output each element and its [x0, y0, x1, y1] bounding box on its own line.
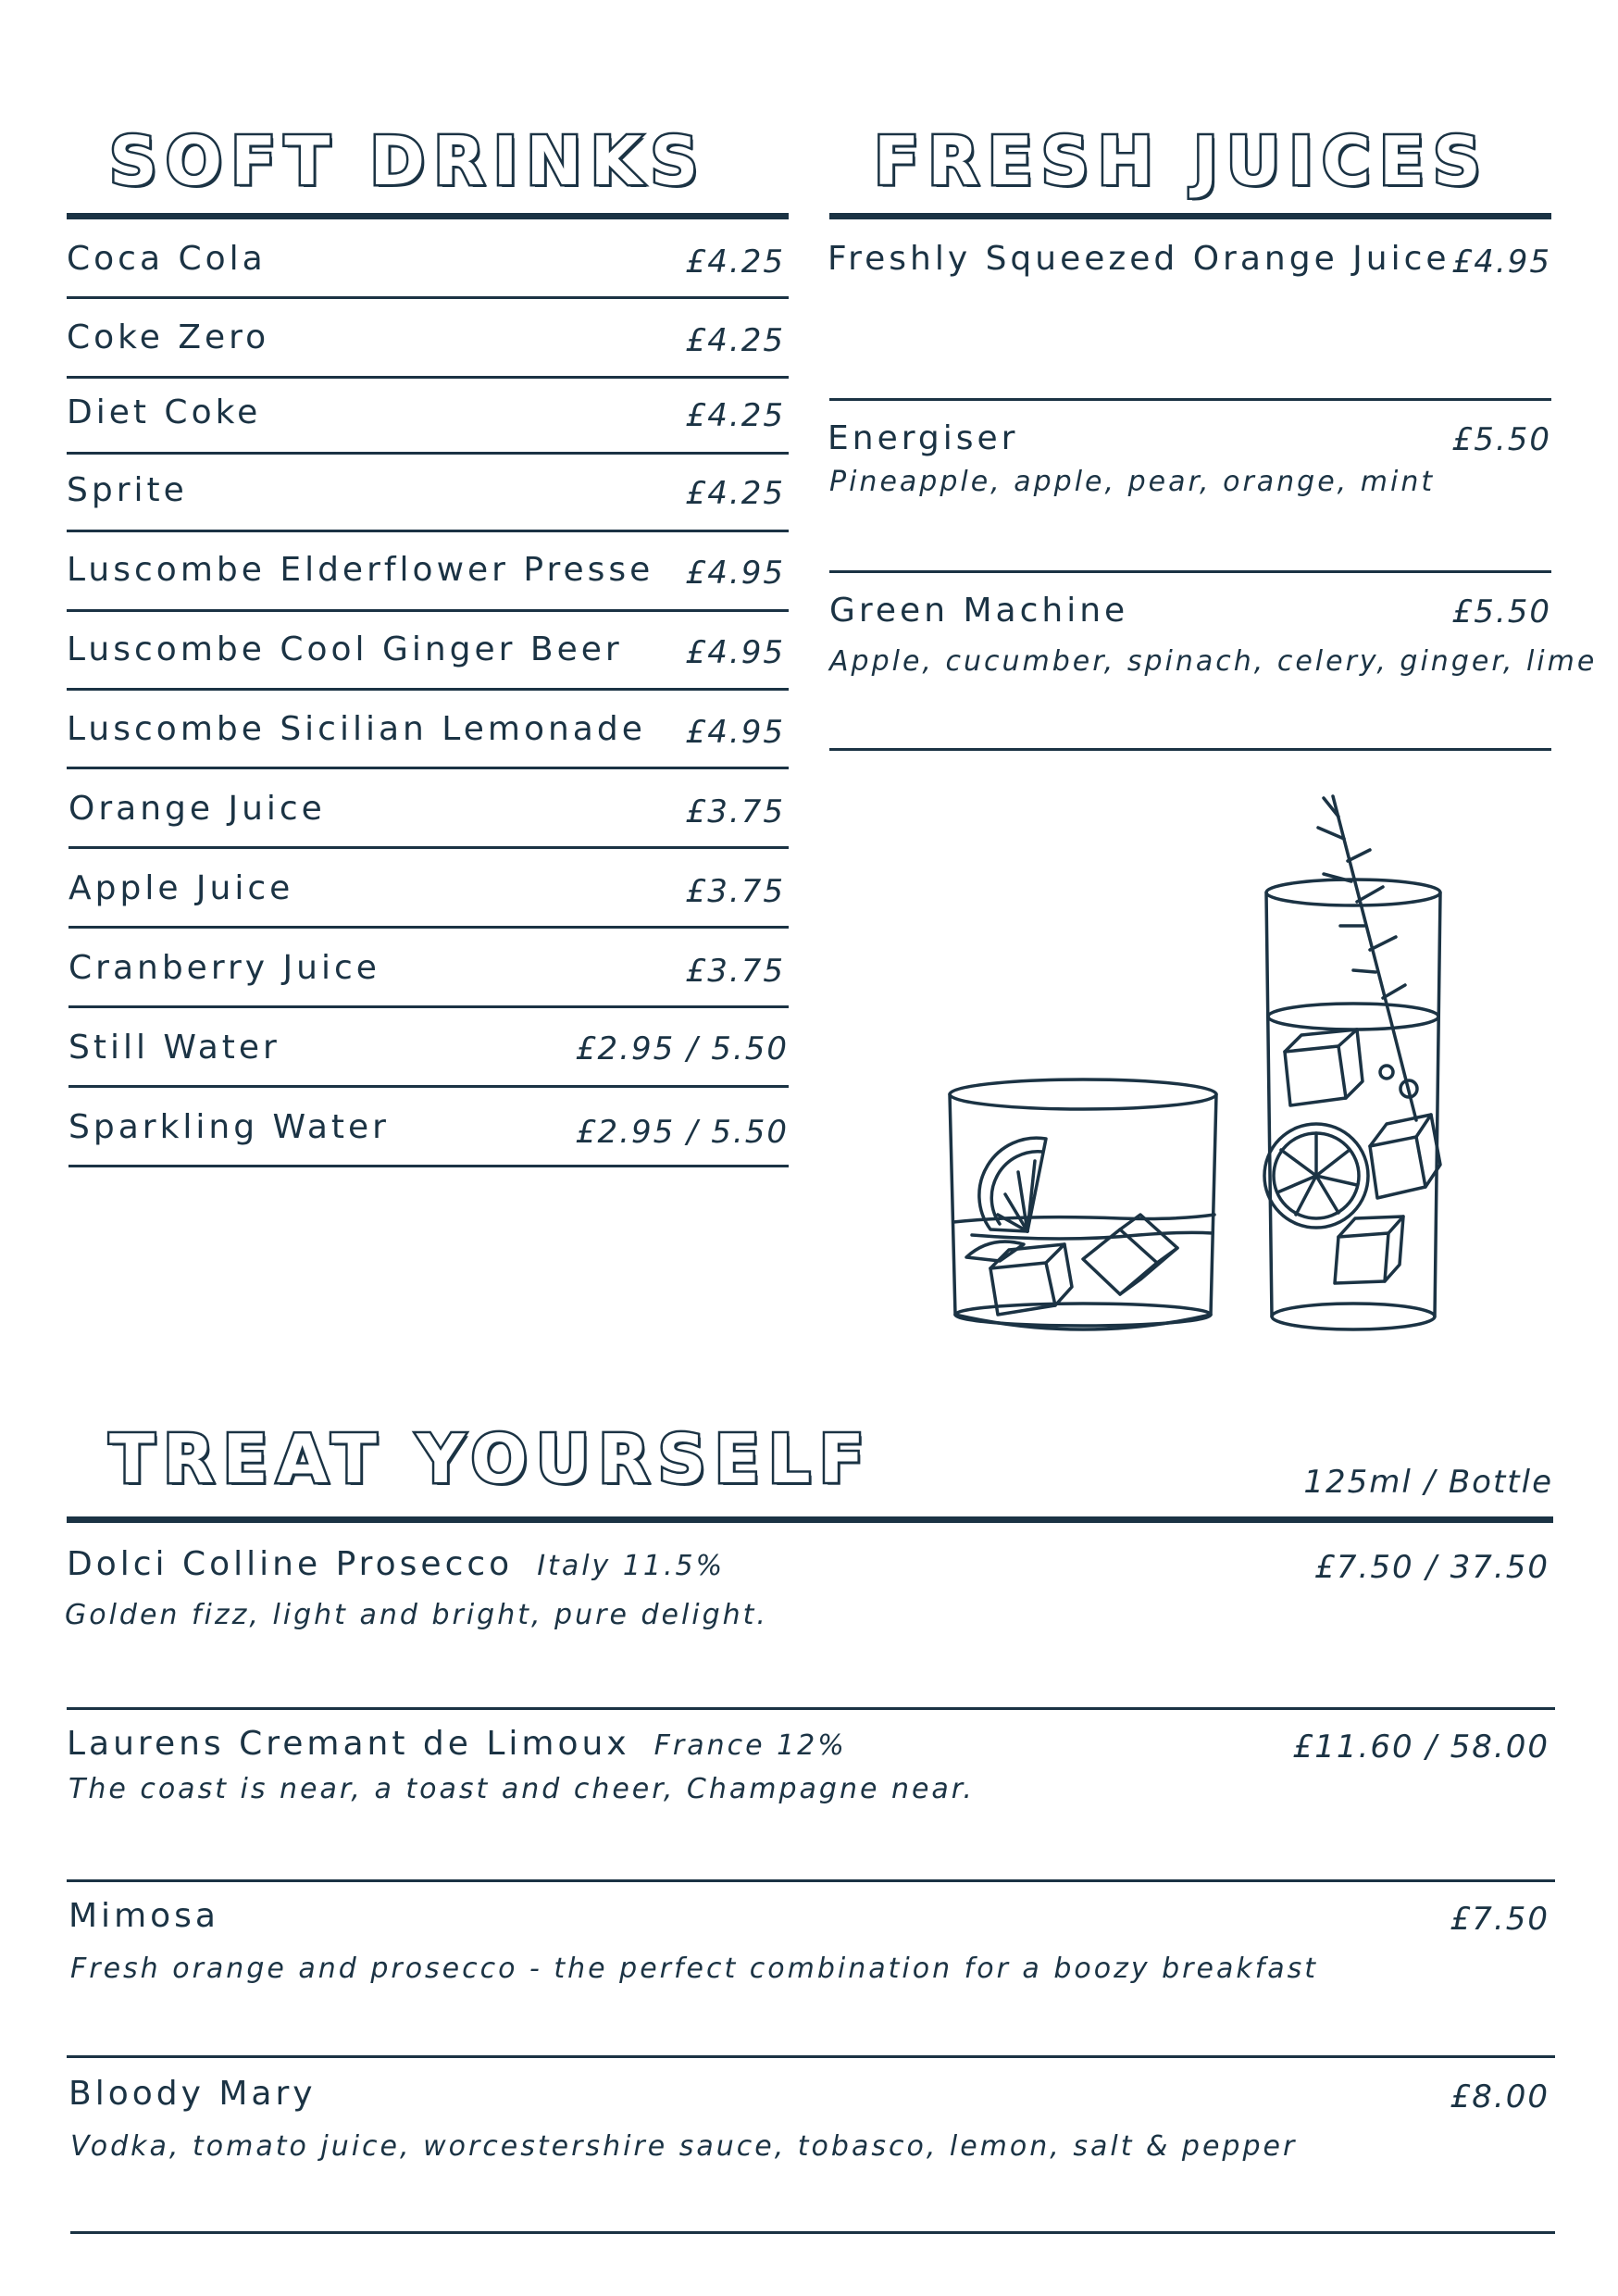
item-price: £4.95: [685, 714, 785, 751]
item-description: Apple, cucumber, spinach, celery, ginger, lime: [829, 645, 1598, 678]
item-description: Fresh orange and prosecco - the perfect combination for a boozy breakfast: [70, 1953, 1319, 1985]
item-name: Orange Juice: [68, 790, 326, 828]
fresh-juices-heading-rule: [829, 213, 1551, 219]
treat-yourself-heading-rule: [67, 1516, 1553, 1523]
divider: [67, 530, 789, 532]
item-name: Luscombe Elderflower Presse: [67, 551, 654, 589]
item-name: Energiser: [828, 419, 1019, 457]
drinks-glasses-icon: [935, 787, 1453, 1365]
item-name: Sparkling Water: [68, 1108, 390, 1146]
item-price: £4.25: [685, 322, 785, 359]
item-price: £5.50: [1451, 421, 1551, 458]
divider: [68, 846, 789, 849]
item-name-with-origin: [67, 1545, 726, 1583]
divider: [67, 1879, 1555, 1882]
item-description: Vodka, tomato juice, worcestershire sauce, tobasco, lemon, salt & pepper: [70, 2130, 1298, 2163]
soft-drinks-heading-rule: [67, 213, 789, 219]
item-price: £4.25: [685, 475, 785, 512]
divider: [67, 452, 789, 455]
divider: [67, 609, 789, 612]
item-price: £7.50 / 37.50: [1314, 1549, 1550, 1586]
divider: [829, 398, 1551, 401]
item-name: Still Water: [68, 1029, 280, 1067]
divider: [67, 688, 789, 691]
divider: [68, 1165, 789, 1167]
item-price: £4.95: [685, 634, 785, 671]
divider: [68, 1005, 789, 1008]
item-name: Cranberry Juice: [68, 949, 380, 987]
item-name: Dolci Colline Prosecco: [67, 1545, 514, 1583]
item-price: £4.95: [1451, 243, 1551, 281]
treat-yourself-heading: TREAT YOURSELF: [109, 1420, 873, 1498]
divider: [67, 296, 789, 299]
item-name: Laurens Cremant de Limoux: [67, 1725, 630, 1763]
item-price: £2.95 / 5.50: [575, 1030, 789, 1067]
item-price: £4.95: [685, 555, 785, 592]
divider: [67, 376, 789, 379]
item-price: £4.25: [685, 243, 785, 281]
item-name: Sprite: [67, 471, 188, 509]
divider: [70, 2231, 1555, 2234]
item-description: Golden fizz, light and bright, pure delight.: [65, 1599, 768, 1631]
item-description: The coast is near, a toast and cheer, Champagne near.: [68, 1773, 975, 1805]
item-name: Green Machine: [829, 592, 1129, 630]
item-origin: Italy 11.5%: [537, 1550, 726, 1582]
fresh-juices-heading: FRESH JUICES: [874, 122, 1489, 200]
tumbler-glass: [950, 1079, 1216, 1329]
divider: [68, 1085, 789, 1088]
item-name: Freshly Squeezed Orange Juice: [828, 240, 1450, 278]
item-name-with-origin: [67, 1725, 847, 1763]
item-price: £3.75: [685, 953, 785, 990]
item-name: Mimosa: [68, 1897, 219, 1935]
divider: [67, 1707, 1555, 1710]
item-name: Coke Zero: [67, 318, 270, 356]
item-price: £8.00: [1450, 2078, 1550, 2115]
item-price: £3.75: [685, 793, 785, 830]
highball-glass: [1264, 796, 1440, 1329]
item-price: £4.25: [685, 397, 785, 434]
soft-drinks-heading: SOFT DRINKS: [109, 122, 707, 200]
item-price: £7.50: [1450, 1901, 1550, 1938]
item-name: Apple Juice: [68, 869, 294, 907]
divider: [829, 570, 1551, 573]
divider: [829, 748, 1551, 751]
size-note: 125ml / Bottle: [1303, 1464, 1553, 1501]
item-name: Luscombe Sicilian Lemonade: [67, 710, 646, 748]
item-name: Bloody Mary: [68, 2075, 317, 2113]
item-name: Coca Cola: [67, 240, 267, 278]
item-description: Pineapple, apple, pear, orange, mint: [829, 466, 1436, 498]
item-price: £3.75: [685, 873, 785, 910]
item-origin: France 12%: [653, 1729, 847, 1762]
item-price: £2.95 / 5.50: [575, 1114, 789, 1151]
divider: [68, 926, 789, 929]
item-price: £11.60 / 58.00: [1292, 1728, 1550, 1766]
divider: [67, 2055, 1555, 2058]
divider: [67, 767, 789, 769]
item-price: £5.50: [1451, 593, 1551, 630]
item-name: Luscombe Cool Ginger Beer: [67, 630, 623, 668]
item-name: Diet Coke: [67, 393, 262, 431]
